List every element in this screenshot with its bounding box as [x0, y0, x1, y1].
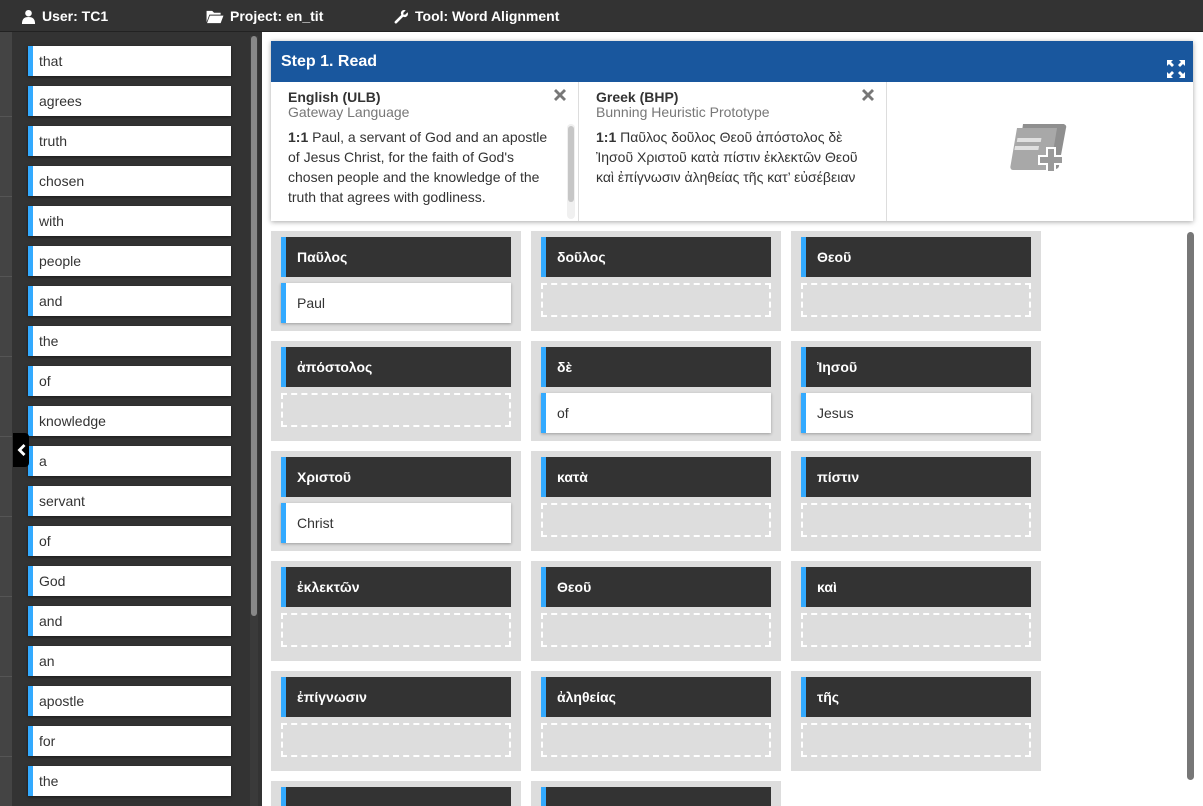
tool-menu[interactable]: [394, 8, 559, 24]
word-bank-scrollbar[interactable]: [250, 36, 258, 806]
greek-word[interactable]: πίστιν: [801, 457, 1031, 497]
pane-language: English (ULB): [288, 89, 381, 105]
greek-word[interactable]: Χριστοῦ: [281, 457, 511, 497]
word-bank-item[interactable]: servant: [28, 486, 231, 516]
project-menu[interactable]: [206, 8, 323, 24]
greek-word[interactable]: ἐπίγνωσιν: [281, 677, 511, 717]
drop-zone[interactable]: [801, 283, 1031, 317]
alignment-card[interactable]: [791, 671, 1041, 771]
greek-word-partial[interactable]: [281, 787, 511, 806]
expand-icon: [1167, 60, 1185, 78]
alignment-card[interactable]: [531, 341, 781, 441]
scrollbar-thumb[interactable]: [251, 36, 257, 616]
pane-subtitle: Gateway Language: [288, 104, 410, 120]
alignment-card[interactable]: [791, 341, 1041, 441]
scrollbar-thumb[interactable]: [568, 126, 574, 202]
greek-word[interactable]: ἐκλεκτῶν: [281, 567, 511, 607]
alignment-card[interactable]: [791, 231, 1041, 331]
word-bank-item[interactable]: and: [28, 606, 231, 636]
word-bank-item[interactable]: a: [28, 446, 231, 476]
greek-word[interactable]: ἀληθείας: [541, 677, 771, 717]
greek-word[interactable]: Θεοῦ: [541, 567, 771, 607]
pane-language: Greek (BHP): [596, 89, 679, 105]
greek-word[interactable]: Θεοῦ: [801, 237, 1031, 277]
user-icon: [21, 9, 36, 24]
greek-word[interactable]: Παῦλος: [281, 237, 511, 277]
expand-button[interactable]: [1167, 53, 1185, 71]
alignment-card[interactable]: [791, 451, 1041, 551]
close-pane-button[interactable]: [554, 88, 566, 100]
alignment-card[interactable]: [271, 451, 521, 551]
user-menu[interactable]: [21, 8, 108, 24]
alignment-card[interactable]: [531, 671, 781, 771]
verse-content: Paul, a servant of God and an apostle of Jesus Christ, for the faith of God's chosen people and the knowledge of the truth that agrees with godliness.: [288, 129, 548, 205]
aligned-word[interactable]: Jesus: [801, 393, 1031, 433]
verse-content: Παῦλος δοῦλος Θεοῦ ἀπόστολος δὲ Ἰησοῦ Χριστοῦ κατὰ πίστιν ἐκλεκτῶν Θεοῦ καὶ ἐπίγνωσιν ἀληθείας τῆς κατ’ εὐσέβειαν: [596, 129, 858, 185]
word-bank-item[interactable]: for: [28, 726, 231, 756]
greek-word[interactable]: καὶ: [801, 567, 1031, 607]
add-bible-icon: [1009, 118, 1071, 178]
alignment-card[interactable]: [531, 561, 781, 661]
alignment-grid-scrollbar[interactable]: [1186, 232, 1195, 806]
aligned-word[interactable]: Christ: [281, 503, 511, 543]
scripture-pane-header: [271, 41, 1193, 82]
greek-word[interactable]: τῆς: [801, 677, 1031, 717]
left-edge-strip: [0, 32, 12, 806]
wrench-icon: [394, 9, 409, 24]
greek-word[interactable]: δοῦλος: [541, 237, 771, 277]
greek-word[interactable]: κατὰ: [541, 457, 771, 497]
english-pane: [271, 82, 579, 221]
verse-scrollbar[interactable]: [567, 124, 575, 219]
greek-word[interactable]: δὲ: [541, 347, 771, 387]
alignment-card[interactable]: [531, 451, 781, 551]
word-bank-item[interactable]: of: [28, 366, 231, 396]
aligned-word[interactable]: Paul: [281, 283, 511, 323]
word-bank-item[interactable]: God: [28, 566, 231, 596]
scrollbar-thumb[interactable]: [1187, 232, 1194, 780]
word-bank-item[interactable]: with: [28, 206, 231, 236]
top-bar: [0, 0, 1203, 32]
word-bank-item[interactable]: people: [28, 246, 231, 276]
alignment-card[interactable]: [531, 781, 781, 806]
word-bank-item[interactable]: chosen: [28, 166, 231, 196]
alignment-card[interactable]: [791, 561, 1041, 661]
close-icon: [554, 89, 566, 101]
verse-text: [596, 127, 868, 219]
alignment-card[interactable]: [271, 561, 521, 661]
greek-pane: [579, 82, 887, 221]
word-bank-item[interactable]: truth: [28, 126, 231, 156]
tool-label: Tool: Word Alignment: [415, 8, 560, 24]
greek-word-partial[interactable]: [541, 787, 771, 806]
user-label: User: TC1: [42, 8, 109, 24]
drop-zone[interactable]: [541, 723, 771, 757]
drop-zone[interactable]: [541, 283, 771, 317]
scripture-pane: [271, 41, 1193, 221]
verse-text: [288, 127, 560, 219]
word-bank-item[interactable]: of: [28, 526, 231, 556]
chevron-left-icon: [16, 444, 26, 456]
word-bank-item[interactable]: that: [28, 46, 231, 76]
drop-zone[interactable]: [281, 723, 511, 757]
drop-zone[interactable]: [541, 503, 771, 537]
verse-ref: 1:1: [288, 129, 309, 145]
word-bank-item[interactable]: an: [28, 646, 231, 676]
folder-open-icon: [206, 9, 224, 24]
drop-zone[interactable]: [801, 613, 1031, 647]
add-bible-button[interactable]: [1009, 118, 1071, 178]
word-bank-item[interactable]: and: [28, 286, 231, 316]
alignment-card[interactable]: [271, 341, 521, 441]
main-area: [262, 32, 1203, 806]
alignment-card[interactable]: [271, 781, 521, 806]
aligned-word[interactable]: of: [541, 393, 771, 433]
alignment-card[interactable]: [271, 671, 521, 771]
drop-zone[interactable]: [801, 723, 1031, 757]
close-icon: [862, 89, 874, 101]
verse-ref: 1:1: [596, 129, 617, 145]
word-bank-item[interactable]: the: [28, 766, 231, 796]
alignment-card[interactable]: [531, 231, 781, 331]
close-pane-button[interactable]: [862, 88, 874, 100]
project-label: Project: en_tit: [230, 8, 324, 24]
scripture-pane-title: Step 1. Read: [281, 53, 378, 70]
word-bank-item[interactable]: knowledge: [28, 406, 231, 436]
pane-subtitle: Bunning Heuristic Prototype: [596, 104, 770, 120]
word-bank-item[interactable]: apostle: [28, 686, 231, 716]
drop-zone[interactable]: [541, 613, 771, 647]
alignment-card[interactable]: [271, 231, 521, 331]
word-bank-item[interactable]: the: [28, 326, 231, 356]
drop-zone[interactable]: [281, 613, 511, 647]
collapse-sidebar-button[interactable]: [13, 433, 29, 467]
greek-word[interactable]: ἀπόστολος: [281, 347, 511, 387]
word-bank-item[interactable]: agrees: [28, 86, 231, 116]
word-bank: [12, 32, 248, 806]
drop-zone[interactable]: [801, 503, 1031, 537]
greek-word[interactable]: Ἰησοῦ: [801, 347, 1031, 387]
drop-zone[interactable]: [281, 393, 511, 427]
